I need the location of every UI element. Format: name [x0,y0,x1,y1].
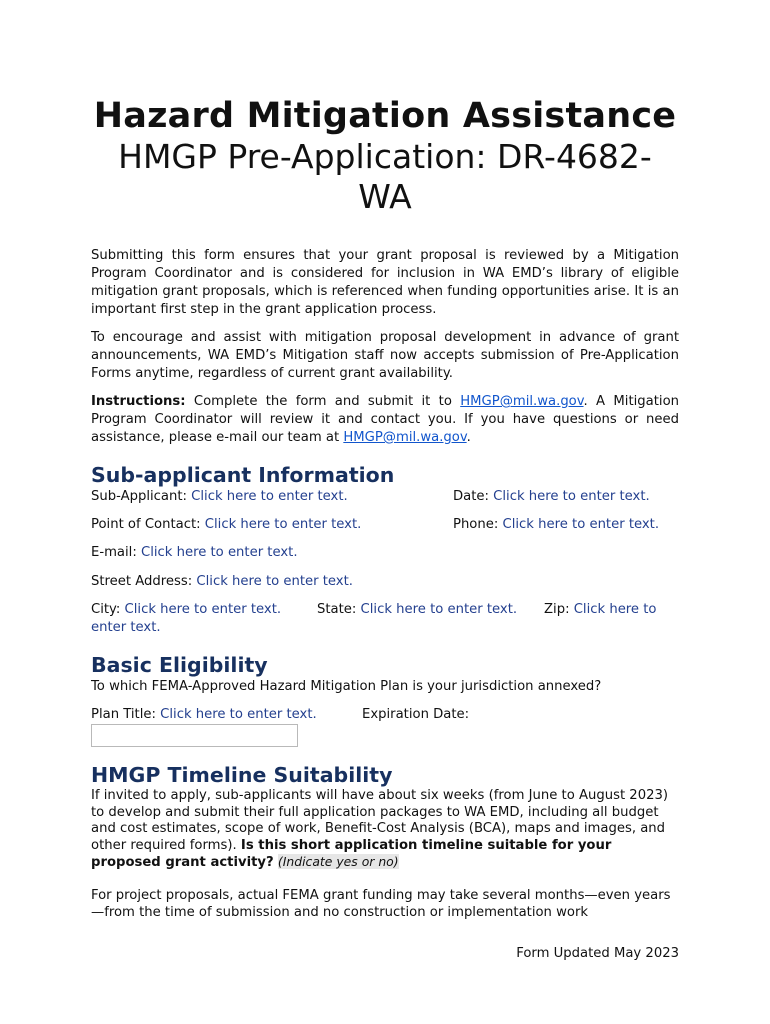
instructions-text-2: . A Mitigation Program Coordinator will review it and contact you. If you have questions or need assistance, please e-mail our team at [91,394,679,445]
timeline-question: Is this short application timeline suitable for your proposed grant activity? [91,837,612,870]
sub-applicant-input[interactable]: Click here to enter text. [191,489,348,504]
email-link-1[interactable]: HMGP@mil.wa.gov [460,394,584,409]
eligibility-heading: Basic Eligibility [91,653,268,677]
page-title: Hazard Mitigation Assistance [93,96,677,136]
city-label: City: [91,602,125,617]
date-field [453,488,650,506]
phone-input[interactable]: Click here to enter text. [502,517,660,532]
point-of-contact-input[interactable]: Click here to enter text. [204,517,362,532]
plan-title-input[interactable]: Click here to enter text. [160,707,317,722]
email-field [91,544,298,562]
subtitle-line-2: WA [358,177,412,216]
intro-paragraph-1: Submitting this form ensures that your grant proposal is reviewed by a Mitigation Program Coordinator and is considered for inclusion in WA EMD’s library of eligible mitigation grant proposals, which is referenced when funding opportunities arise. It is an important first step in the grant application process. [91,248,679,317]
date-input[interactable]: Click here to enter text. [493,489,650,504]
email-label: E-mail: [91,545,141,560]
street-address-input[interactable]: Click here to enter text. [196,574,353,589]
street-address-label: Street Address: [91,574,197,589]
plan-title-field [91,706,317,724]
zip-field-continued [91,619,161,637]
city-field [91,601,281,619]
timeline-hint: (Indicate yes or no) [277,854,399,869]
state-label: State: [317,602,361,617]
zip-field [544,601,656,619]
email-input[interactable]: Click here to enter text. [140,545,298,560]
subtitle-line-1: HMGP Pre-Application: DR-4682- [118,137,652,176]
city-input[interactable]: Click here to enter text. [124,602,282,617]
point-of-contact-field [91,516,361,534]
instructions-text-1: Complete the form and submit it to [185,394,461,409]
timeline-text: If invited to apply, sub-applicants will have about six weeks (from June to August 2023) to develop and submit their full application packages to WA EMD, including all budget and cost estimates, scope of work, Benefit-Cost Analysis (BCA), maps and images, and other required forms). [91,788,669,853]
point-of-contact-label: Point of Contact: [91,517,205,532]
subapplicant-heading: Sub-applicant Information [91,463,395,487]
date-label: Date: [453,489,494,504]
sub-applicant-field [91,488,348,506]
instructions-text-3: . [466,430,471,445]
zip-label: Zip: [544,602,574,617]
zip-input-continued[interactable]: enter text. [91,620,161,635]
zip-input[interactable]: Click here to [573,602,657,617]
timeline-heading: HMGP Timeline Suitability [91,763,393,787]
plan-title-label: Plan Title: [91,707,161,722]
page-subtitle [91,137,679,217]
sub-applicant-label: Sub-Applicant: [91,489,192,504]
phone-field [453,516,659,534]
state-input[interactable]: Click here to enter text. [360,602,518,617]
phone-label: Phone: [453,517,503,532]
email-link-2[interactable]: HMGP@mil.wa.gov [343,430,467,445]
eligibility-question: To which FEMA-Approved Hazard Mitigation Plan is your jurisdiction annexed? [91,679,602,694]
expiration-date-label: Expiration Date: [362,707,470,722]
instructions-paragraph [91,393,679,447]
form-updated-footer: Form Updated May 2023 [516,946,679,961]
state-field [317,601,517,619]
street-address-field [91,573,353,591]
intro-paragraph-2: To encourage and assist with mitigation proposal development in advance of grant announcements, WA EMD’s Mitigation staff now accepts submission of Pre-Application Forms anytime, regardless of current grant availability. [91,330,679,381]
timeline-paragraph-2: For project proposals, actual FEMA grant funding may take several months—even years—from the time of submission and no construction or implementation work [91,888,671,920]
expiration-date-input[interactable] [91,724,298,747]
instructions-label: Instructions: [91,394,186,409]
timeline-paragraph-1 [91,788,679,872]
